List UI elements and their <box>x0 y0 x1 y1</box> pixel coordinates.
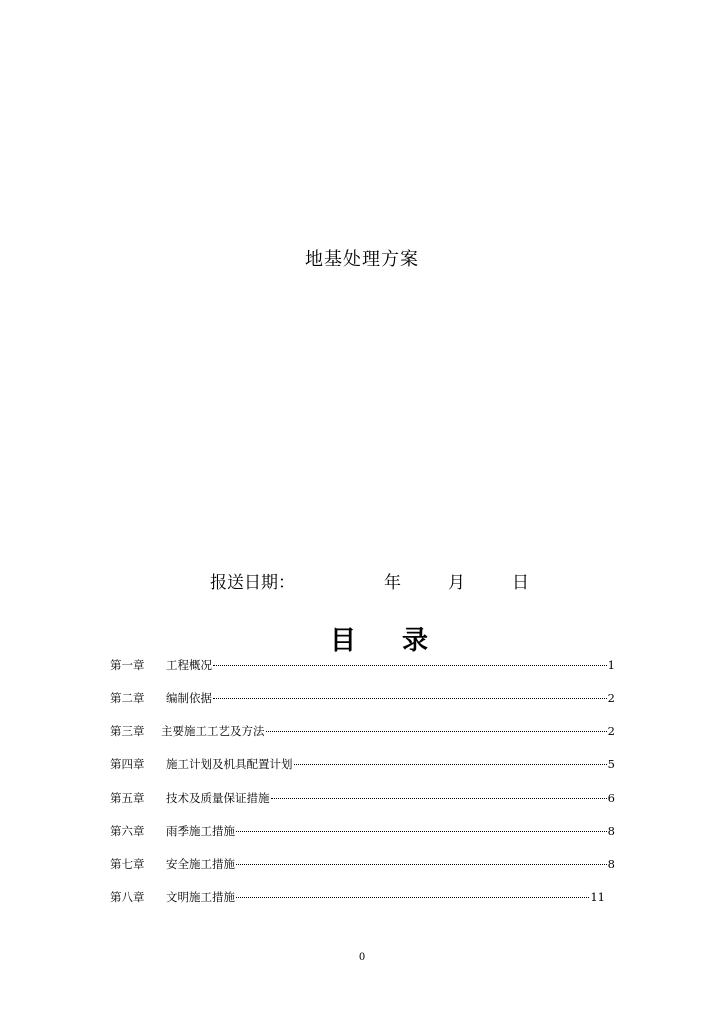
toc-entry[interactable] <box>110 756 615 772</box>
toc-page-number: 1 <box>607 658 615 672</box>
toc-page-number: 11 <box>590 890 605 904</box>
document-title: 地基处理方案 <box>305 249 419 270</box>
toc-chapter-title: 文明施工措施 <box>166 890 235 904</box>
toc-chapter-number: 第六章 <box>110 824 145 838</box>
toc-entry[interactable] <box>110 723 615 739</box>
toc-page-number: 2 <box>607 724 615 738</box>
toc-chapter-title: 技术及质量保证措施 <box>166 791 270 805</box>
toc-page-number: 5 <box>607 757 615 771</box>
report-date-month: 月 <box>448 573 465 593</box>
toc-heading-char-2: 录 <box>402 626 429 656</box>
toc-chapter-number: 第七章 <box>110 857 145 871</box>
toc-dot-leader <box>236 831 607 832</box>
report-date-label: 报送日期： <box>210 573 295 593</box>
toc-dot-leader <box>236 864 607 865</box>
toc-dot-leader <box>236 897 589 898</box>
toc-page-number: 8 <box>607 857 615 871</box>
report-date-year: 年 <box>384 573 401 593</box>
toc-dot-leader <box>266 731 607 732</box>
page-number: 0 <box>358 952 366 963</box>
toc-dot-leader <box>213 698 607 699</box>
toc-chapter-title: 安全施工措施 <box>166 857 235 871</box>
toc-entry[interactable] <box>110 889 605 905</box>
toc-entry[interactable] <box>110 790 615 806</box>
toc-chapter-number: 第一章 <box>110 658 145 672</box>
toc-heading-char-1: 目 <box>330 626 357 656</box>
toc-page-number: 2 <box>607 691 615 705</box>
toc-dot-leader <box>294 764 607 765</box>
toc-dot-leader <box>271 798 607 799</box>
toc-chapter-number: 第四章 <box>110 757 145 771</box>
toc-chapter-title: 编制依据 <box>166 691 212 705</box>
toc-dot-leader <box>213 665 607 666</box>
toc-chapter-number: 第八章 <box>110 890 145 904</box>
toc-chapter-title: 施工计划及机具配置计划 <box>166 757 293 771</box>
toc-chapter-number: 第三章 <box>110 724 145 738</box>
toc-entry[interactable] <box>110 823 615 839</box>
toc-heading <box>0 620 724 654</box>
toc-chapter-number: 第五章 <box>110 791 145 805</box>
toc-chapter-number: 第二章 <box>110 691 145 705</box>
toc-entry[interactable] <box>110 690 615 706</box>
toc-entry[interactable] <box>110 856 615 872</box>
toc-page-number: 6 <box>607 791 615 805</box>
toc-page-number: 8 <box>607 824 615 838</box>
toc-chapter-title: 工程概况 <box>166 658 212 672</box>
toc-entry[interactable] <box>110 657 615 673</box>
report-date-day: 日 <box>512 573 529 593</box>
toc-chapter-title: 雨季施工措施 <box>166 824 235 838</box>
toc-chapter-title: 主要施工工艺及方法 <box>161 724 265 738</box>
